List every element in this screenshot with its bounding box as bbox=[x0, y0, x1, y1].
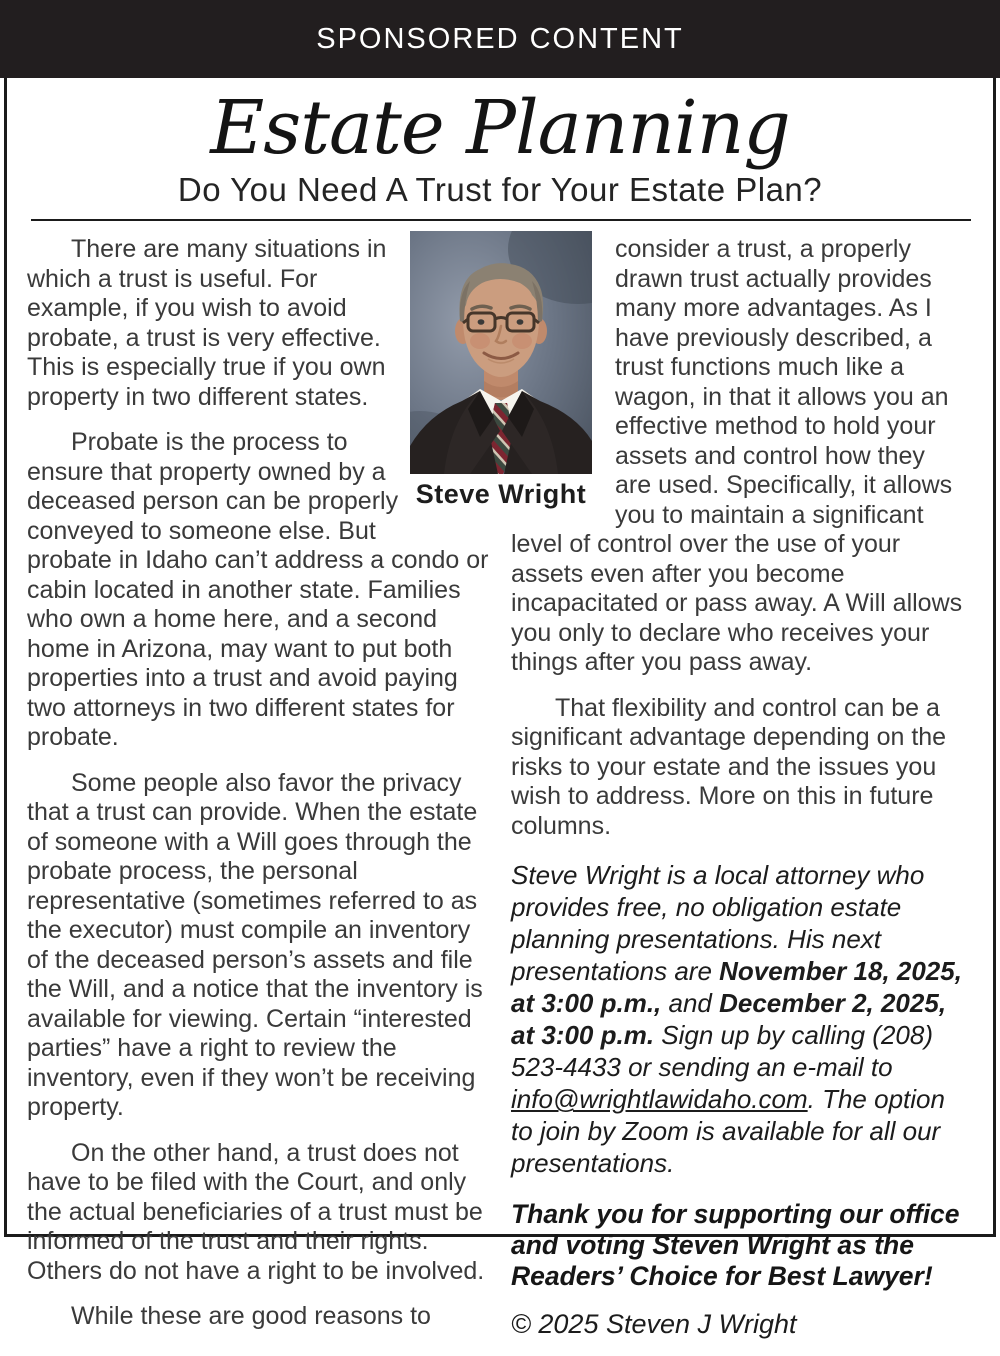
email-link[interactable]: info@wrightlawidaho.com bbox=[511, 1084, 808, 1115]
text-segment: Sign up by calling (208) 523-4433 or sending an e-mail to bbox=[511, 1020, 934, 1083]
ad-content-box bbox=[4, 78, 996, 1340]
copyright-line: © 2025 Steven J Wright bbox=[511, 1309, 797, 1340]
paragraph: That flexibility and control can be a significant advantage depending on the risks to your estate and the issues you wish to address. More on this in future columns. bbox=[511, 693, 947, 840]
sponsored-content-banner bbox=[0, 0, 1000, 78]
paragraph: Probate is the process to ensure that property owned by a deceased person can be properly conveyed to someone else. But probate in Idaho can’t address a condo or cabin located in another state. Families who own a home here, and a second home in Arizona, may want to put both properties into a trust and avoid paying two attorneys in two different states for probate. bbox=[27, 428, 489, 752]
paragraph: On the other hand, a trust does not have to be filed with the Court, and only the actual beneficiaries of a trust must be informed of the trust and their rights. Others do not have a right to be involved. bbox=[27, 1138, 485, 1285]
steve-wright-photo bbox=[410, 231, 592, 474]
page-title: Estate Planning bbox=[210, 85, 790, 171]
paragraph: While these are good reasons to bbox=[71, 1302, 431, 1331]
paragraph: Some people also favor the privacy that a trust can provide. When the estate of someone with a Will goes through the probate process, the personal representative (sometimes referred to as the executor) must compile an inventory of the deceased person’s assets and file the Will, and a notice that the inventory is available for viewing. Certain “interested parties” have a right to review the inventory, even if they won’t be receiving property. bbox=[27, 768, 483, 1122]
text-segment: and bbox=[661, 988, 720, 1019]
paragraph: consider a trust, a properly drawn trust actually provides many more advantages. As I have previously described, a trust functions much like a wagon, in that it allows you an effective method to hold your assets and control how they are used. Specifically, it allows you to maintain a significant level of control over the use of your assets even after you become incapacitated or pass away. A Will allows you only to declare who receives your things after you pass away. bbox=[511, 235, 963, 677]
text-segment: . The option to join by Zoom is available for all our presentations. bbox=[511, 1084, 945, 1179]
text-segment: November 18, 2025, at 3:00 p.m., bbox=[511, 956, 962, 1019]
paragraph: There are many situations in which a trust is useful. For example, if you wish to avoid probate, a trust is very effective. This is especially true if you own property in two different states. bbox=[27, 235, 387, 411]
article-subtitle: Do You Need A Trust for Your Estate Plan? bbox=[177, 171, 823, 209]
thank-you-note: Thank you for supporting our office and voting Steven Wright as the Readers’ Choice for Best Lawyer! bbox=[511, 1199, 960, 1292]
photo-caption: Steve Wright bbox=[415, 479, 587, 509]
text-segment: Steve Wright is a local attorney who provides free, no obligation estate planning presentations. His next presentations are bbox=[511, 860, 925, 987]
header-divider bbox=[31, 219, 971, 221]
attorney-bio bbox=[511, 859, 965, 1179]
photo-block bbox=[410, 231, 592, 510]
text-segment: December 2, 2025, at 3:00 p.m. bbox=[511, 988, 947, 1051]
sponsored-content-label: SPONSORED CONTENT bbox=[316, 22, 684, 55]
